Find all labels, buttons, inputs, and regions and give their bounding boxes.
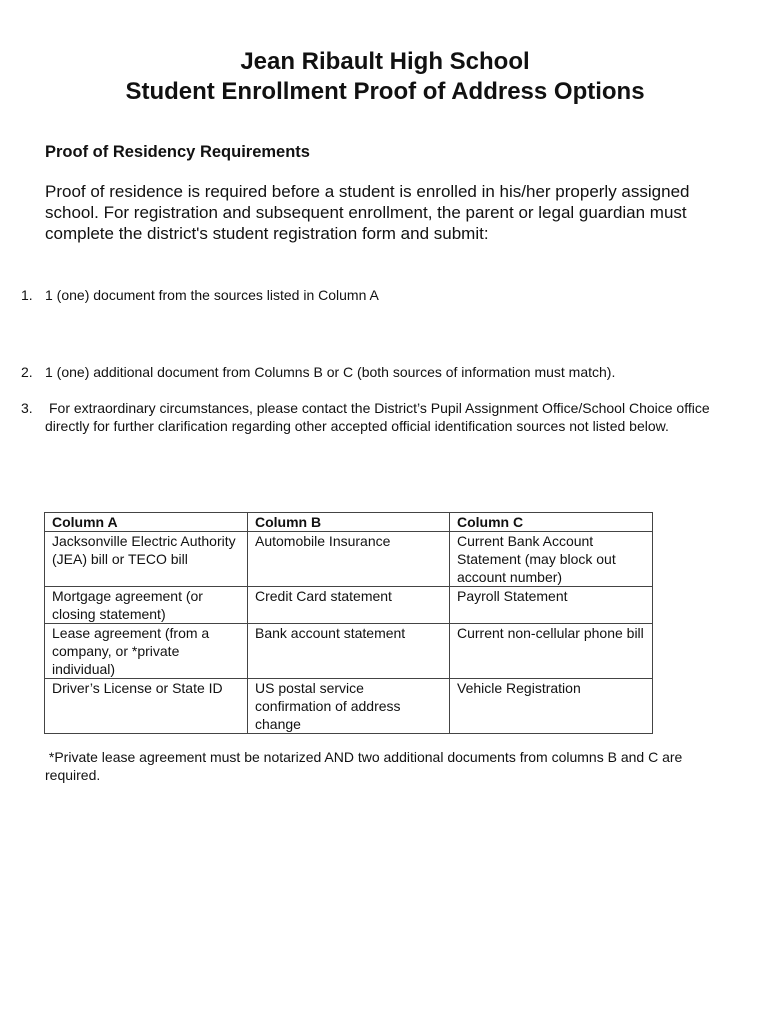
- table-cell: Vehicle Registration: [450, 679, 653, 734]
- list-item: [21, 363, 735, 381]
- intro-paragraph: Proof of residence is required before a student is enrolled in his/her properly assigned school. For registration and subsequent enrollment, the parent or legal guardian must complete the district's student registration form and submit:: [45, 182, 690, 243]
- table-cell: US postal service confirmation of address change: [248, 679, 450, 734]
- school-name: Jean Ribault High School: [240, 48, 530, 75]
- table-cell: Driver’s License or State ID: [45, 679, 248, 734]
- table-cell: Jacksonville Electric Authority (JEA) bill or TECO bill: [45, 532, 248, 587]
- list-item-number: 1.: [21, 287, 33, 303]
- document-sources-table: [44, 512, 653, 734]
- table-cell: Current Bank Account Statement (may block out account number): [450, 532, 653, 587]
- document-title: [0, 47, 770, 107]
- column-b-header: Column B: [248, 513, 450, 532]
- footnote: [45, 748, 725, 784]
- list-item: [21, 286, 735, 304]
- table-cell: Bank account statement: [248, 624, 450, 679]
- list-item-text: 1 (one) document from the sources listed in Column A: [45, 287, 379, 303]
- list-item: [21, 399, 735, 435]
- table-cell: Lease agreement (from a company, or *private individual): [45, 624, 248, 679]
- table-cell: Credit Card statement: [248, 587, 450, 624]
- section-heading: Proof of Residency Requirements: [45, 143, 310, 161]
- list-item-text: For extraordinary circumstances, please contact the District’s Pupil Assignment Office/School Choice office directly for further clarification regarding other accepted official identification sources not listed below.: [45, 400, 710, 434]
- footnote-text: *Private lease agreement must be notarized AND two additional documents from columns B and C are required.: [45, 749, 683, 783]
- list-item-number: 2.: [21, 364, 33, 380]
- column-c-header: Column C: [450, 513, 653, 532]
- table-cell: Automobile Insurance: [248, 532, 450, 587]
- table-header-row: [45, 513, 653, 532]
- list-item-text: 1 (one) additional document from Columns B or C (both sources of information must match).: [45, 364, 616, 380]
- table-row: [45, 532, 653, 587]
- column-a-header: Column A: [45, 513, 248, 532]
- table-row: [45, 587, 653, 624]
- list-item-number: 3.: [21, 400, 33, 416]
- table-cell: Payroll Statement: [450, 587, 653, 624]
- table-cell: Mortgage agreement (or closing statement): [45, 587, 248, 624]
- table-row: [45, 624, 653, 679]
- table-cell: Current non-cellular phone bill: [450, 624, 653, 679]
- table-row: [45, 679, 653, 734]
- document-subtitle: Student Enrollment Proof of Address Options: [125, 78, 645, 105]
